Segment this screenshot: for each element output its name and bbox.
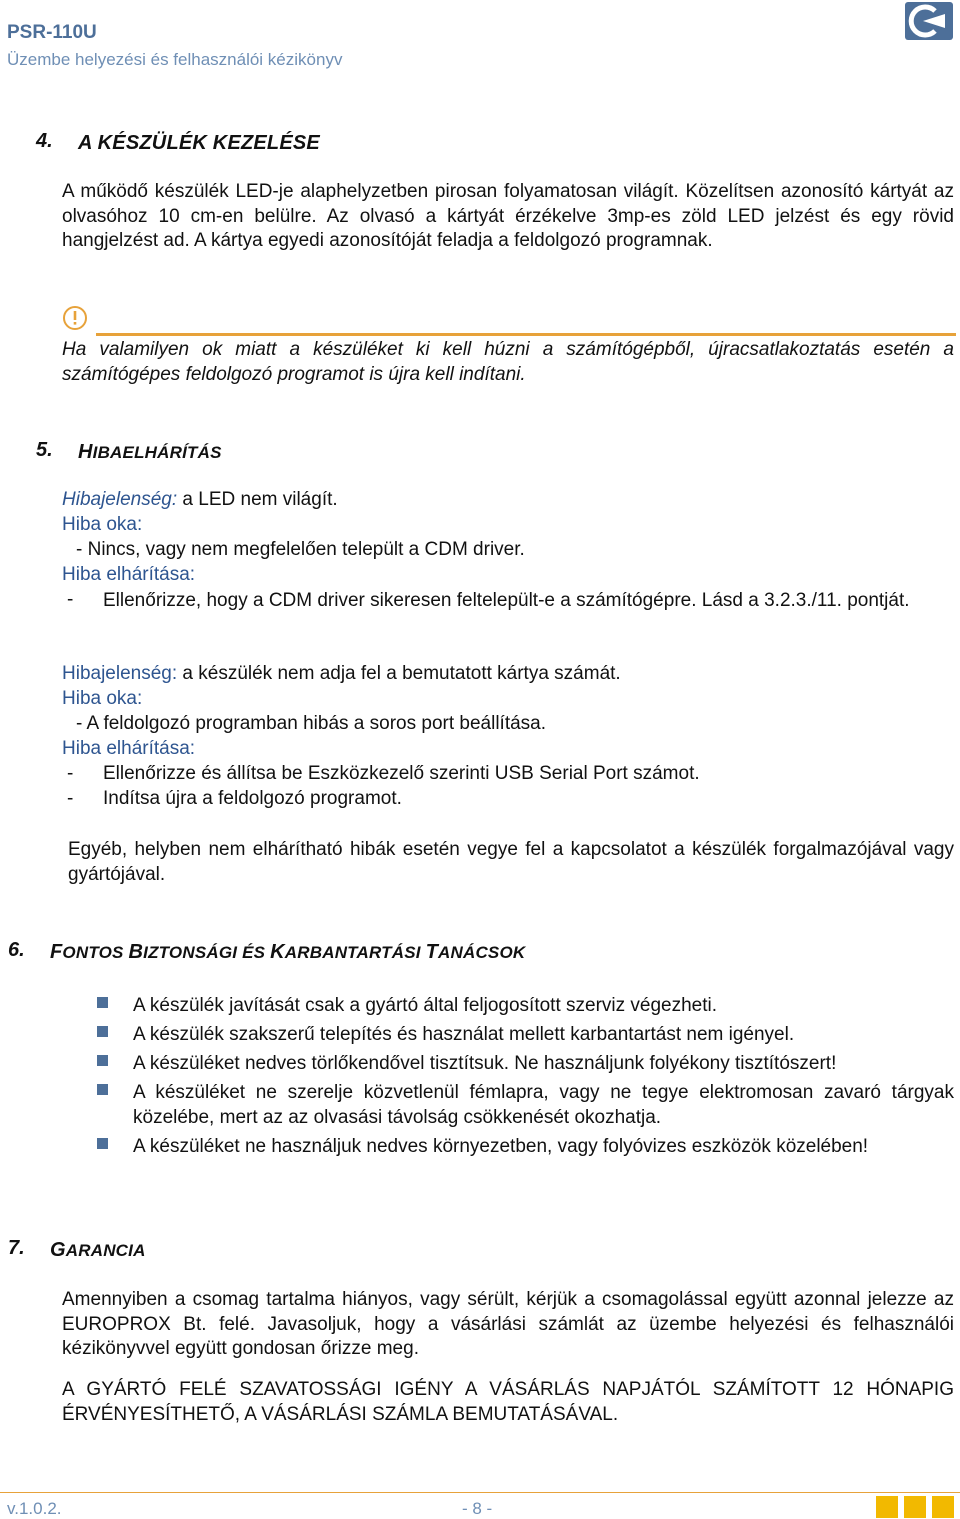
- bullet-icon: [97, 1138, 108, 1149]
- section-4-title: A KÉSZÜLÉK KEZELÉSE: [78, 132, 320, 154]
- case-2-fix-label: Hiba elhárítása:: [62, 738, 196, 759]
- section-5-title: HIBAELHÁRÍTÁS: [78, 441, 222, 463]
- bullet-icon: [97, 1055, 108, 1066]
- case-2-fix-1-dash: -: [67, 763, 74, 784]
- case-2-fix-2: Indítsa újra a feldolgozó programot.: [103, 788, 402, 809]
- bullet-icon: [97, 1084, 108, 1095]
- section-5-other: Egyéb, helyben nem elhárítható hibák esetén vegye fel a kapcsolatot a készülék forgalmazójával vagy gyártójával.: [68, 839, 954, 885]
- footer-square-icon: [904, 1496, 926, 1518]
- section-7-number: 7.: [8, 1237, 25, 1259]
- section-7-paragraph: Amennyiben a csomag tartalma hiányos, vagy sérült, kérjük a csomagolással együtt azonnal jelezze az EUROPROX Bt. felé. Javasoljuk, hogy a vásárlási számlát az üzembe helyezési és felhasználói kézikönyvvel együtt gondosan őrizze meg.: [62, 1289, 954, 1359]
- footer-version: v.1.0.2.: [7, 1499, 62, 1518]
- case-2-fix-1: Ellenőrizze és állítsa be Eszközkezelő szerinti USB Serial Port számot.: [103, 763, 700, 784]
- case-2-fix-2-dash: -: [67, 788, 74, 809]
- document-title: PSR-110U: [7, 22, 97, 43]
- case-1-cause: - Nincs, vagy nem megfelelően települt a CDM driver.: [76, 539, 525, 560]
- page-number: - 8 -: [462, 1499, 493, 1518]
- section-6-title: FONTOS BIZTONSÁGI ÉS KARBANTARTÁSI TANÁCSOK: [50, 941, 526, 963]
- warranty-notice: A GYÁRTÓ FELÉ SZAVATOSSÁGI IGÉNY A VÁSÁRLÁS NAPJÁTÓL SZÁMÍTOTT 12 HÓNAPIG ÉRVÉNYESÍTHETŐ, A VÁSÁRLÁSI SZÁMLA BEMUTATÁSÁVAL.: [62, 1379, 954, 1425]
- list-item: A készüléket ne szerelje közvetlenül fémlapra, vagy ne tegye elektromosan zavaró tárgyak közelébe, mert az az olvasási távolság csökkenését okozhatja.: [133, 1082, 954, 1128]
- info-icon: [62, 305, 88, 331]
- footer-divider: [0, 1492, 960, 1493]
- case-1-fix: Ellenőrizze, hogy a CDM driver sikeresen feltelepült-e a számítógépre. Lásd a 3.2.3./11. pontját.: [103, 590, 910, 611]
- bullet-icon: [97, 997, 108, 1008]
- list-item: A készüléket ne használjuk nedves környezetben, vagy folyóvizes eszközök közelében!: [133, 1136, 869, 1157]
- section-4-number: 4.: [36, 130, 53, 152]
- document-subtitle: Üzembe helyezési és felhasználói kézikönyv: [7, 50, 343, 69]
- section-5-number: 5.: [36, 439, 53, 461]
- list-item: A készüléket nedves törlőkendővel tisztítsuk. Ne használjunk folyékony tisztítószert!: [133, 1053, 837, 1074]
- bullet-icon: [97, 1026, 108, 1037]
- section-6-number: 6.: [8, 939, 25, 961]
- case-2-symptom: Hibajelenség: a készülék nem adja fel a bemutatott kártya számát.: [62, 663, 621, 684]
- case-2-cause: - A feldolgozó programban hibás a soros port beállítása.: [76, 713, 547, 734]
- case-2-cause-label: Hiba oka:: [62, 688, 143, 709]
- case-1-symptom: Hibajelenség: a LED nem világít.: [62, 489, 338, 510]
- company-logo-icon: [905, 2, 953, 40]
- footer-square-icon: [932, 1496, 954, 1518]
- case-1-cause-label: Hiba oka:: [62, 514, 143, 535]
- note-text: Ha valamilyen ok miatt a készüléket ki kell húzni a számítógépből, újracsatlakoztatás esetén a számítógépes feldolgozó programot is újra kell indítani.: [62, 339, 954, 385]
- section-7-title: GARANCIA: [50, 1239, 146, 1261]
- section-4-paragraph: A működő készülék LED-je alaphelyzetben pirosan folyamatosan világít. Közelítsen azonosító kártyát az olvasóhoz 10 cm-en belülre. Az olvasó a kártyát érzékelve 3mp-es zöld LED jelzést és egy rövid hangjelzést ad. A kártya egyedi azonosítóját feladja a feldolgozó programnak.: [62, 181, 954, 251]
- case-1-fix-dash: -: [67, 589, 74, 610]
- case-1-fix-label: Hiba elhárítása:: [62, 564, 196, 585]
- footer-square-icon: [876, 1496, 898, 1518]
- list-item: A készülék szakszerű telepítés és használat mellett karbantartást nem igényel.: [133, 1024, 795, 1045]
- note-divider: [96, 333, 956, 336]
- list-item: A készülék javítását csak a gyártó által feljogosított szerviz végezheti.: [133, 995, 718, 1016]
